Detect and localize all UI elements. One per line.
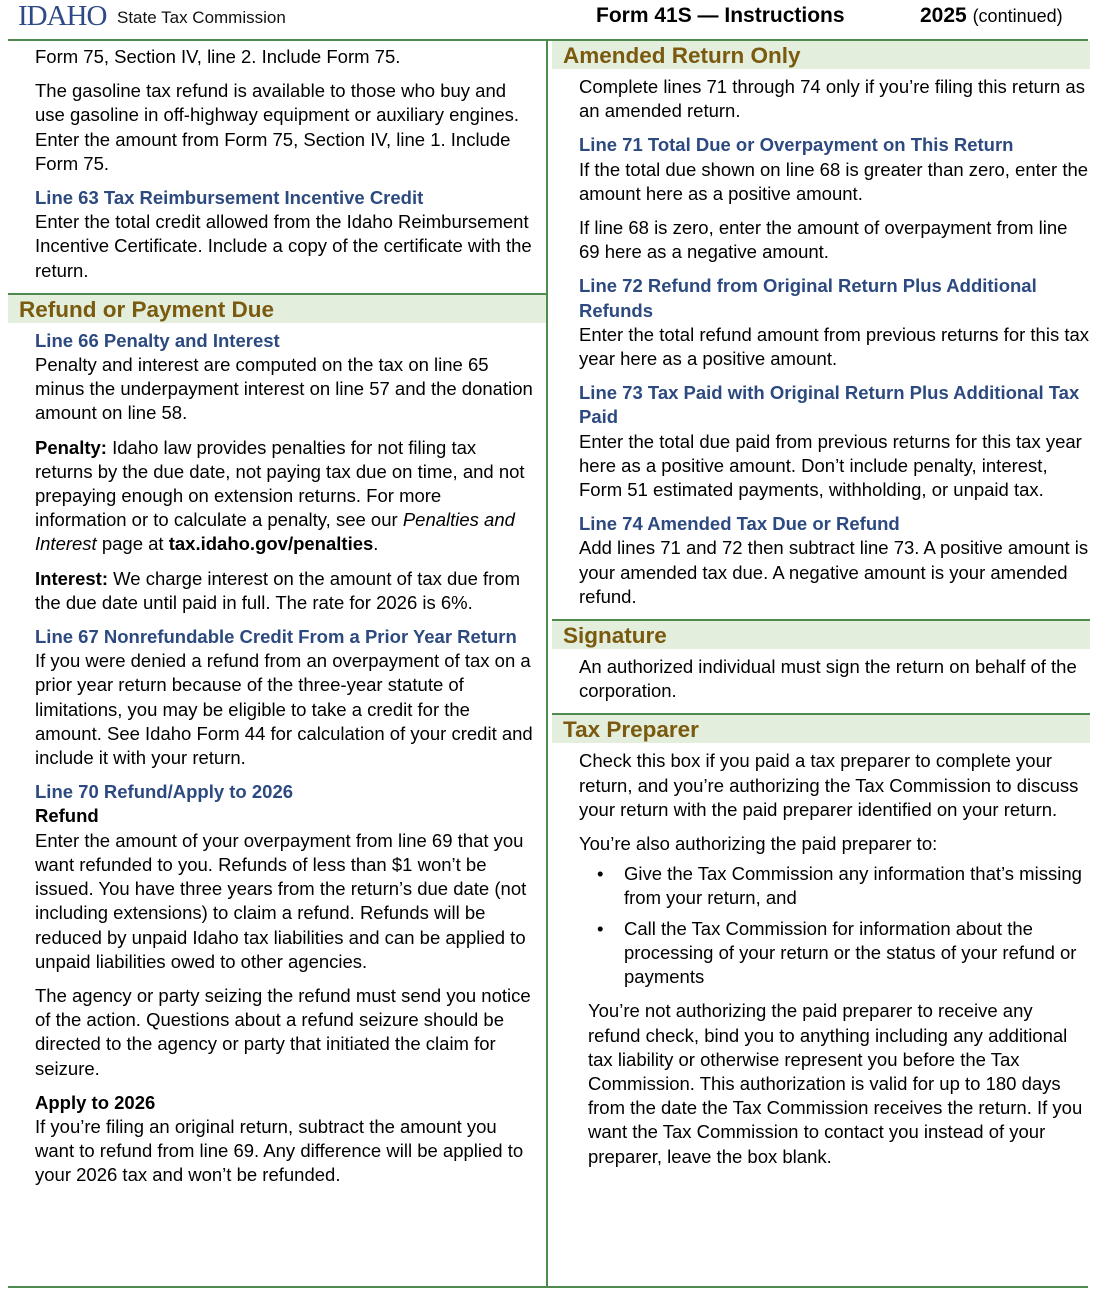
line71-text-2: If line 68 is zero, enter the amount of overpayment from line 69 here as a negative amount. xyxy=(579,217,1068,263)
line71-text-1: If the total due shown on line 68 is greater than zero, enter the amount here as a positive amount. xyxy=(579,158,1089,204)
penalty-paragraph xyxy=(35,436,536,557)
line72-heading: Line 72 Refund from Original Return Plus Additional Refunds xyxy=(579,275,1037,321)
interest-label: Interest: xyxy=(35,567,108,589)
left-column xyxy=(8,41,546,1198)
line67-heading: Line 67 Nonrefundable Credit From a Prior Year Return xyxy=(35,626,517,648)
preparer-text-3: You’re not authorizing the paid preparer to receive any refund check, bind you to anything including any additional tax liability or otherwise represent you before the Tax Commission. This authorization is valid for up to 180 days from the date the Tax Commission receives the return. If you want the Tax Commission to contact you instead of your preparer, leave the box blank. xyxy=(588,1000,1083,1167)
right-column xyxy=(552,41,1090,1179)
bullet-icon: • xyxy=(597,863,604,885)
preparer-bullet-list xyxy=(579,862,1090,989)
agency-name: State Tax Commission xyxy=(117,8,286,27)
intro-paragraph-2: The gasoline tax refund is available to those who buy and use gasoline in off-highway equipment or auxiliary engines. Enter the amount from Form 75, Section IV, line 1. Include Form 75. xyxy=(35,80,520,174)
penalty-text: Idaho law provides penalties for not filing tax returns by the due date, not paying tax due on time, and not prepaying enough on extension returns. For more information or to calculate a penalty, see our xyxy=(35,436,525,531)
bottom-rule xyxy=(8,1286,1088,1288)
apply-text: If you’re filing an original return, subtract the amount you want to refund from line 69. Any difference will be applied to your 2026 tax and won’t be refunded. xyxy=(35,1115,524,1186)
bullet-icon: • xyxy=(597,917,604,939)
bullet-text: Give the Tax Commission any information that’s missing from your return, and xyxy=(624,863,1082,909)
preparer-text-1: Check this box if you paid a tax preparer to complete your return, and you’re authorizing the Tax Commission to discuss your return with the paid preparer identified on your return. xyxy=(579,750,1079,820)
year-value: 2025 xyxy=(920,4,967,27)
penalty-label: Penalty: xyxy=(35,436,107,458)
section-signature-heading: Signature xyxy=(552,621,1090,649)
interest-paragraph xyxy=(35,567,536,615)
preparer-text-2: You’re also authorizing the paid preparer to: xyxy=(579,833,938,855)
continued-label: (continued) xyxy=(972,6,1063,26)
line67-text: If you were denied a refund from an overpayment of tax on a prior year return because of the three-year statute of limitations, you may be eligible to take a credit for the amount. See Idaho Form 44 for calculation of your credit and include it with your return. xyxy=(35,650,533,769)
line74-heading: Line 74 Amended Tax Due or Refund xyxy=(579,513,900,535)
refund-subheading: Refund xyxy=(35,805,99,827)
line66-text: Penalty and interest are computed on the tax on line 65 minus the underpayment interest on line 57 and the donation amount on line 58. xyxy=(35,354,533,424)
section-preparer-heading: Tax Preparer xyxy=(552,715,1090,743)
refund-text: Enter the amount of your overpayment from line 69 that you want refunded to you. Refunds of less than $1 won’t be issued. You have three years from the return’s due date (not including extensions) to claim a refund. Refunds will be reduced by unpaid Idaho tax liabilities and can be applied to unpaid liabilities owed to other agencies. xyxy=(35,829,527,972)
amended-intro: Complete lines 71 through 74 only if you’re filing this return as an amended return. xyxy=(579,76,1085,122)
section-amended-heading: Amended Return Only xyxy=(552,41,1090,69)
penalty-end: . xyxy=(373,533,379,555)
line63-heading: Line 63 Tax Reimbursement Incentive Credit xyxy=(35,187,424,209)
line73-text: Enter the total due paid from previous returns for this tax year here as a positive amount. Don’t include penalty, interest, Form 51 estimated payments, withholding, or unpaid tax. xyxy=(579,430,1082,501)
penalty-link[interactable]: tax.idaho.gov/penalties xyxy=(168,533,374,555)
interest-text: We charge interest on the amount of tax due from the due date until paid in full. The rate for 2026 is 6%. xyxy=(35,567,521,613)
bullet-text: Call the Tax Commission for information about the processing of your return or the status of your refund or payments xyxy=(624,917,1077,988)
intro-paragraph-1: Form 75, Section IV, line 2. Include Form 75. xyxy=(35,46,401,67)
line63-text: Enter the total credit allowed from the Idaho Reimbursement Incentive Certificate. Include a copy of the certificate with the return. xyxy=(35,211,532,281)
signature-text: An authorized individual must sign the return on behalf of the corporation. xyxy=(579,656,1077,702)
line73-heading: Line 73 Tax Paid with Original Return Plus Additional Tax Paid xyxy=(579,382,1080,428)
section-refund-heading: Refund or Payment Due xyxy=(8,295,546,323)
form-year xyxy=(920,4,1063,28)
line74-text: Add lines 71 and 72 then subtract line 73. A positive amount is your amended tax due. A negative amount is your amended refund. xyxy=(579,537,1089,607)
penalty-page-name: Penalties and Interest xyxy=(35,509,515,555)
line70-heading: Line 70 Refund/Apply to 2026 xyxy=(35,781,294,803)
list-item xyxy=(579,862,1090,910)
column-divider xyxy=(546,39,548,1288)
idaho-logo: IDAHO xyxy=(18,0,107,32)
line72-text: Enter the total refund amount from previous returns for this tax year here as a positive amount. xyxy=(579,323,1090,370)
line66-heading: Line 66 Penalty and Interest xyxy=(35,329,280,351)
line71-heading: Line 71 Total Due or Overpayment on This Return xyxy=(579,134,1014,156)
seizure-text: The agency or party seizing the refund must send you notice of the action. Questions about a refund seizure should be directed to the agency or party that initiated the claim for seizure. xyxy=(35,984,531,1079)
penalty-mid: page at xyxy=(96,533,169,555)
page-header xyxy=(0,0,1101,40)
form-title: Form 41S — Instructions xyxy=(596,4,845,27)
apply-subheading: Apply to 2026 xyxy=(35,1091,156,1113)
list-item xyxy=(579,917,1090,990)
